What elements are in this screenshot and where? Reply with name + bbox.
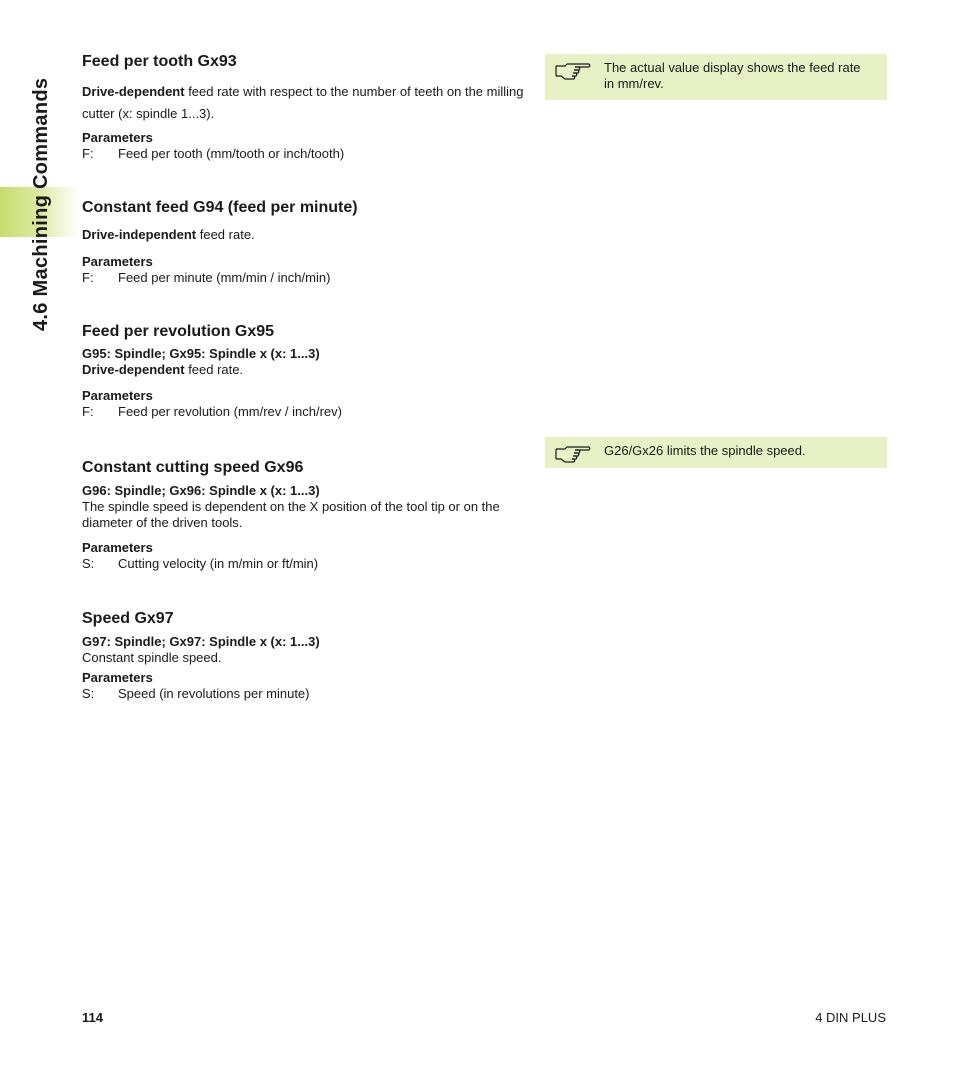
parameter-row: [82, 404, 532, 420]
section-description: Drive-dependent feed rate.: [82, 362, 244, 377]
parameter-text: Cutting velocity (in m/min or ft/min): [118, 556, 319, 571]
section-subline: G96: Spindle; Gx96: Spindle x (x: 1...3): [82, 483, 320, 498]
parameter-text: Speed (in revolutions per minute): [118, 686, 310, 701]
section-description: The spindle speed is dependent on the X position of the tool tip or on the diameter of the driven tools.: [82, 499, 500, 530]
parameter-key: S:: [82, 686, 95, 701]
chapter-side-title: 4.6 Machining Commands: [30, 77, 52, 331]
section-subline: G97: Spindle; Gx97: Spindle x (x: 1...3): [82, 634, 320, 649]
parameters-label: Parameters: [82, 540, 153, 555]
section-constant-feed: [82, 198, 532, 286]
parameter-row: [82, 556, 532, 572]
section-feed-per-tooth: [82, 52, 532, 162]
page-number: 114: [82, 1010, 103, 1025]
section-speed: [82, 609, 532, 702]
pointing-hand-icon: [555, 60, 591, 80]
section-heading: Constant cutting speed Gx96: [82, 459, 304, 476]
parameters-label: Parameters: [82, 670, 153, 685]
section-heading: Feed per tooth Gx93: [82, 53, 237, 70]
section-constant-cutting-speed: [82, 458, 532, 572]
section-description: Drive-independent feed rate.: [82, 227, 255, 242]
parameters-label: Parameters: [82, 388, 153, 403]
pointing-hand-icon: [555, 443, 591, 463]
parameter-row: [82, 270, 532, 286]
parameter-key: F:: [82, 404, 94, 419]
parameters-label: Parameters: [82, 130, 153, 145]
parameter-key: F:: [82, 270, 94, 285]
parameter-text: Feed per minute (mm/min / inch/min): [118, 270, 331, 285]
chapter-footer: 4 DIN PLUS: [815, 1010, 886, 1025]
section-heading: Constant feed G94 (feed per minute): [82, 199, 358, 216]
section-subline: G95: Spindle; Gx95: Spindle x (x: 1...3): [82, 346, 320, 361]
parameter-row: [82, 686, 532, 702]
note-box: [545, 54, 887, 100]
parameter-text: Feed per tooth (mm/tooth or inch/tooth): [118, 146, 345, 161]
parameters-label: Parameters: [82, 254, 153, 269]
parameter-row: [82, 146, 532, 162]
note-text: G26/Gx26 limits the spindle speed.: [604, 443, 806, 458]
note-box: [545, 437, 887, 468]
parameter-key: S:: [82, 556, 95, 571]
parameter-text: Feed per revolution (mm/rev / inch/rev): [118, 404, 342, 419]
section-heading: Speed Gx97: [82, 610, 174, 627]
section-description: Constant spindle speed.: [82, 650, 222, 665]
note-text: The actual value display shows the feed rate in mm/rev.: [604, 60, 861, 91]
section-feed-per-revolution: [82, 322, 532, 420]
parameter-key: F:: [82, 146, 94, 161]
section-description: Drive-dependent feed rate with respect to the number of teeth on the milling cutter (x: spindle 1...3).: [82, 84, 524, 121]
section-heading: Feed per revolution Gx95: [82, 323, 275, 340]
